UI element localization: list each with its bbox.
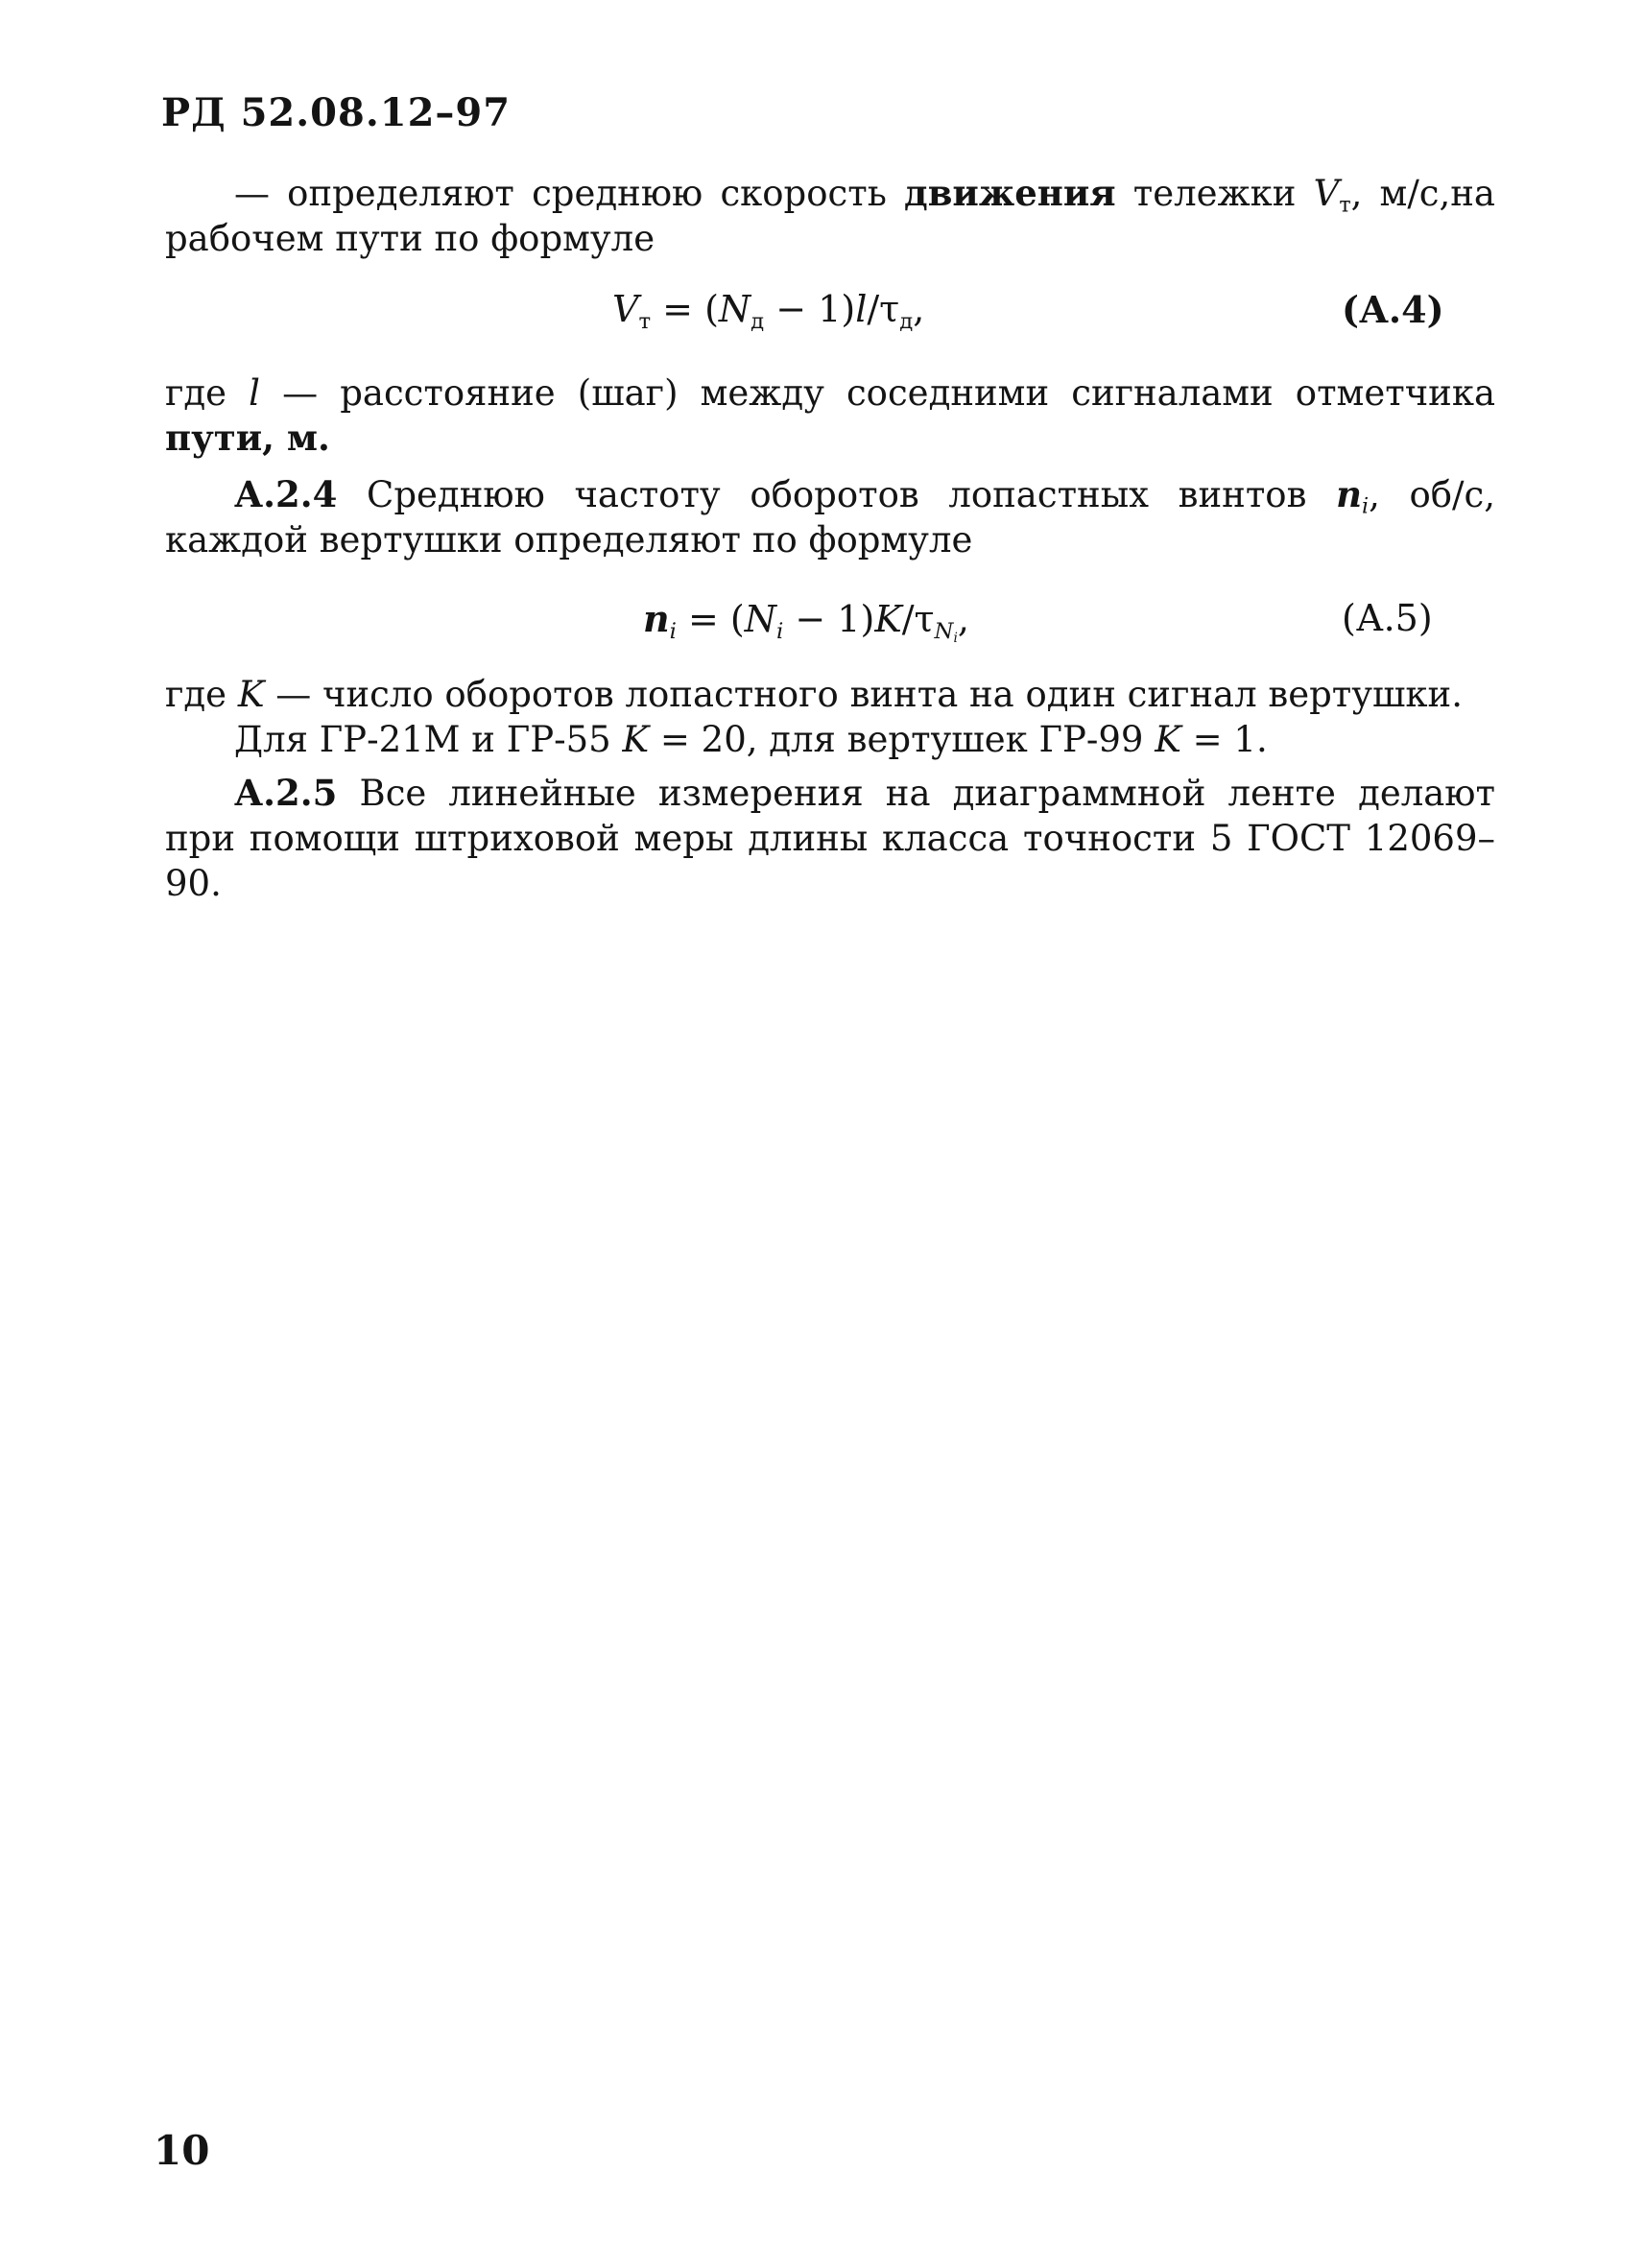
text: Все линейные измерения на диаграммной ленте делают при помощи штриховой меры длины класса точности 5 ГОСТ 12069–90. [165,773,1495,904]
formula-text: − 1) [783,598,875,640]
formula-sub: д [899,308,914,334]
formula-text: , [913,288,925,330]
formula-sub-n: N [934,618,954,644]
section-label: А.2.5 [234,772,338,814]
variable-k: K [237,674,265,715]
text-bold: пути, м. [165,417,330,459]
formula-var: N [718,288,751,330]
variable-n: n [1336,473,1362,515]
equation-number-a4: (А.4) [1342,288,1444,331]
text: — расстояние (шаг) между соседними сигналами отметчика [260,372,1496,414]
subscript: i [1361,493,1370,519]
paragraph-a-2-4 [165,472,1495,562]
formula-var: K [874,598,902,640]
formula-var: n [643,597,670,640]
formula-sub: д [751,308,765,334]
text: Для ГР-21М и ГР-55 [234,719,623,760]
text: = 20, для вертушек ГР-99 [649,719,1156,760]
formula-text: = ( [676,598,745,640]
paragraph-distance-definition [165,370,1495,461]
variable-v: V [1313,173,1340,214]
formula-var: l [855,288,868,330]
section-label: А.2.4 [234,473,338,515]
page-number: 10 [154,2127,210,2174]
text-bold: движения [904,172,1116,214]
text: = 1. [1180,719,1268,760]
text: тележки [1115,173,1314,214]
document-code-header: РД 52.08.12–97 [161,90,512,135]
formula-var: V [612,288,639,330]
formula-sub: i [776,618,784,644]
equation-number-a5: (А.5) [1342,597,1433,639]
formula-a4 [612,288,925,334]
formula-sub [935,619,958,644]
text: где [165,372,250,414]
variable-l: l [249,372,261,414]
paragraph-average-speed [165,171,1495,261]
paragraph-a-2-5 [165,771,1495,906]
formula-text: , [957,598,969,640]
formula-sub: т [638,308,652,334]
formula-text: = ( [651,288,719,330]
formula-a5 [643,597,969,646]
text: — определяют среднюю скорость [234,173,905,214]
formula-text: − 1) [764,288,856,330]
text: Среднюю частоту оборотов лопастных винтов [337,474,1337,515]
text: где [165,674,238,715]
variable-k: K [1155,719,1181,760]
text: , м/с,на рабочем пути по формуле [165,173,1495,259]
subscript: т [1339,192,1351,218]
formula-var: N [744,598,777,640]
formula-sub: i [669,618,677,644]
variable-k: K [622,719,650,760]
formula-text: /τ [901,598,935,640]
formula-sub-i: i [953,630,958,646]
formula-text: /τ [867,288,900,330]
text: — число оборотов лопастного винта на один сигнал вертушки. [264,674,1463,715]
paragraph-k-definition [165,672,1495,762]
text: , об/с, каждой вертушки определяют по формуле [165,474,1495,561]
